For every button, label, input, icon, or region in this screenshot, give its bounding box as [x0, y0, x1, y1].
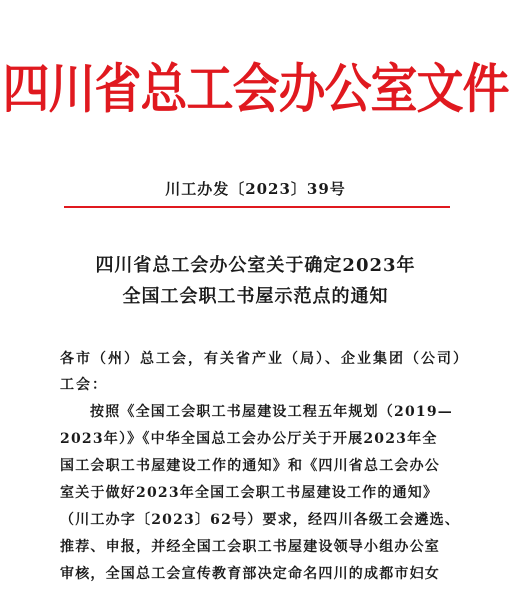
document-header-title: 四川省总工会办公室文件 — [2, 58, 509, 121]
addressee-line-1: 各市（州）总工会，有关省产业（局）、企业集团（公司） — [60, 351, 469, 367]
header-divider — [64, 206, 450, 208]
addressee-line-2: 工会： — [60, 377, 108, 393]
notice-title-line-1: 四川省总工会办公室关于确定2023年 — [95, 255, 416, 276]
body-text — [60, 399, 490, 588]
notice-title — [0, 250, 511, 312]
body-line: 室关于做好2023年全国工会职工书屋建设工作的通知》 — [60, 485, 439, 501]
notice-title-line-2: 全国工会职工书屋示范点的通知 — [122, 286, 389, 307]
body-line: （川工办字〔2023〕62号）要求，经四川各级工会遴选、 — [60, 512, 461, 528]
body-line: 推荐、申报，并经全国工会职工书屋建设领导小组办公室 — [60, 539, 440, 555]
body-line: 审核，全国总工会宣传教育部决定命名四川的成都市妇女 — [60, 566, 440, 582]
body-line: 国工会职工书屋建设工作的通知》和《四川省总工会办公 — [60, 458, 440, 474]
document-number: 川工办发〔2023〕39号 — [165, 180, 346, 198]
addressee — [60, 346, 480, 398]
body-line: 2023年）》《中华全国总工会办公厅关于开展2023年全 — [60, 431, 438, 447]
body-line: 按照《全国工会职工书屋建设工程五年规划（2019— — [90, 404, 453, 420]
